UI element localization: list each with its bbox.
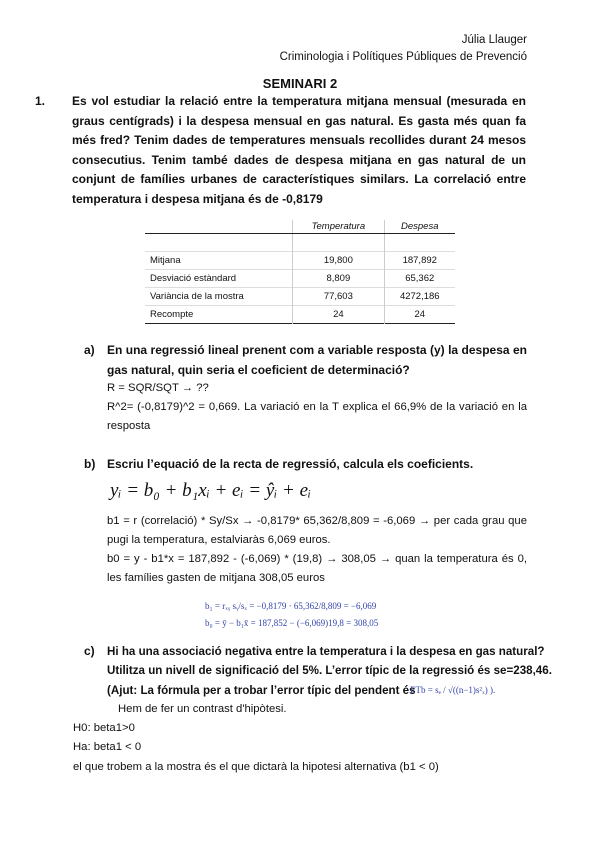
table-row: Mitjana 19,800 187,892 — [145, 252, 455, 270]
course-name: Criminologia i Polítiques Públiques de Prevenció — [279, 51, 527, 63]
regression-equation: yᵢ = b₀ + b₁xᵢ + eᵢ = ŷᵢ + eᵢ — [110, 480, 312, 501]
hypothesis-h0: H0: beta1>0 — [73, 722, 135, 734]
table-row: Variància de la mostra 77,603 4272,186 — [145, 288, 455, 306]
question-c-text3: (Ajut: La fórmula per a trobar l’error típic del pendent és — [107, 684, 416, 697]
question-number: 1. — [35, 94, 46, 108]
question-c-text2: Utilitza un nivell de significació del 5%. L’error típic de la regressió és se=238,46. — [107, 664, 552, 677]
formula-b0: b₀ = ȳ − b₁x̄ = 187,852 − (−6,069)19,8 = 308,05 — [205, 618, 379, 628]
answer-b1: b1 = r (correlació) * Sy/Sx → -0,8179* 65,362/8,809 = -6,069 → per cada grau que pugi la temperatura, estalviaràs 6,069 euros. — [107, 515, 527, 546]
answer-c-line2: el que trobem a la mostra és el que dictarà la hipotesi alternativa (b1 < 0) — [73, 761, 439, 773]
formula-b1: b₁ = rₓᵧ sᵧ/sₓ = −0,8179 · 65,362/8,809 = −6,069 — [205, 601, 377, 611]
question-b-text: Escriu l’equació de la recta de regressió, calcula els coeficients. — [107, 457, 474, 471]
question-1-text: Es vol estudiar la relació entre la temperatura mitjana mensual (mesurada en graus centígrads) i la despesa mensual en gas natural. Es gasta més quan fa més fred? Tenim dades de temperatures mensuals recollides durant 24 mesos consecutius. Tenim també dades de despesa mitjana en gas natural de un conjunt de famílies urbanes de característiques similars. La correlació entre temperatura i despesa mitjana és de -0,8179 — [72, 94, 526, 206]
table-header: Temperatura — [293, 220, 384, 234]
table-header: Despesa — [384, 220, 455, 234]
question-a-text: En una regressió lineal prenent com a variable resposta (y) la despesa en gas natural, quin seria el coeficient de determinació? — [107, 343, 527, 377]
standard-error-formula: ETb = sₑ / √((n−1)s²ₓ) ). — [410, 685, 496, 695]
table-header — [145, 220, 293, 234]
question-b-label: b) — [84, 457, 96, 471]
page-title: SEMINARI 2 — [262, 76, 338, 91]
table-row: Desviació estàndard 8,809 65,362 — [145, 270, 455, 288]
question-c-text1: Hi ha una associació negativa entre la temperatura i la despesa en gas natural? — [107, 645, 545, 658]
answer-c-line1: Hem de fer un contrast d'hipòtesi. — [118, 703, 287, 715]
author-name: Júlia Llauger — [461, 34, 527, 46]
hypothesis-ha: Ha: beta1 < 0 — [73, 741, 142, 753]
answer-a-line2: R^2= (-0,8179)^2 = 0,669. La variació en la T explica el 66,9% de la variació en la resposta — [107, 401, 527, 432]
question-c-label: c) — [84, 644, 95, 658]
answer-a-line1: R = SQR/SQT → ?? — [107, 382, 209, 394]
statistics-table — [145, 220, 455, 324]
table-row: Recompte 24 24 — [145, 306, 455, 324]
answer-b0: b0 = y - b1*x = 187,892 - (-6,069) * (19,8) → 308,05 → quan la temperatura és 0, les famílies gasten de mitjana 308,05 euros — [107, 553, 527, 584]
question-a-label: a) — [84, 343, 95, 357]
